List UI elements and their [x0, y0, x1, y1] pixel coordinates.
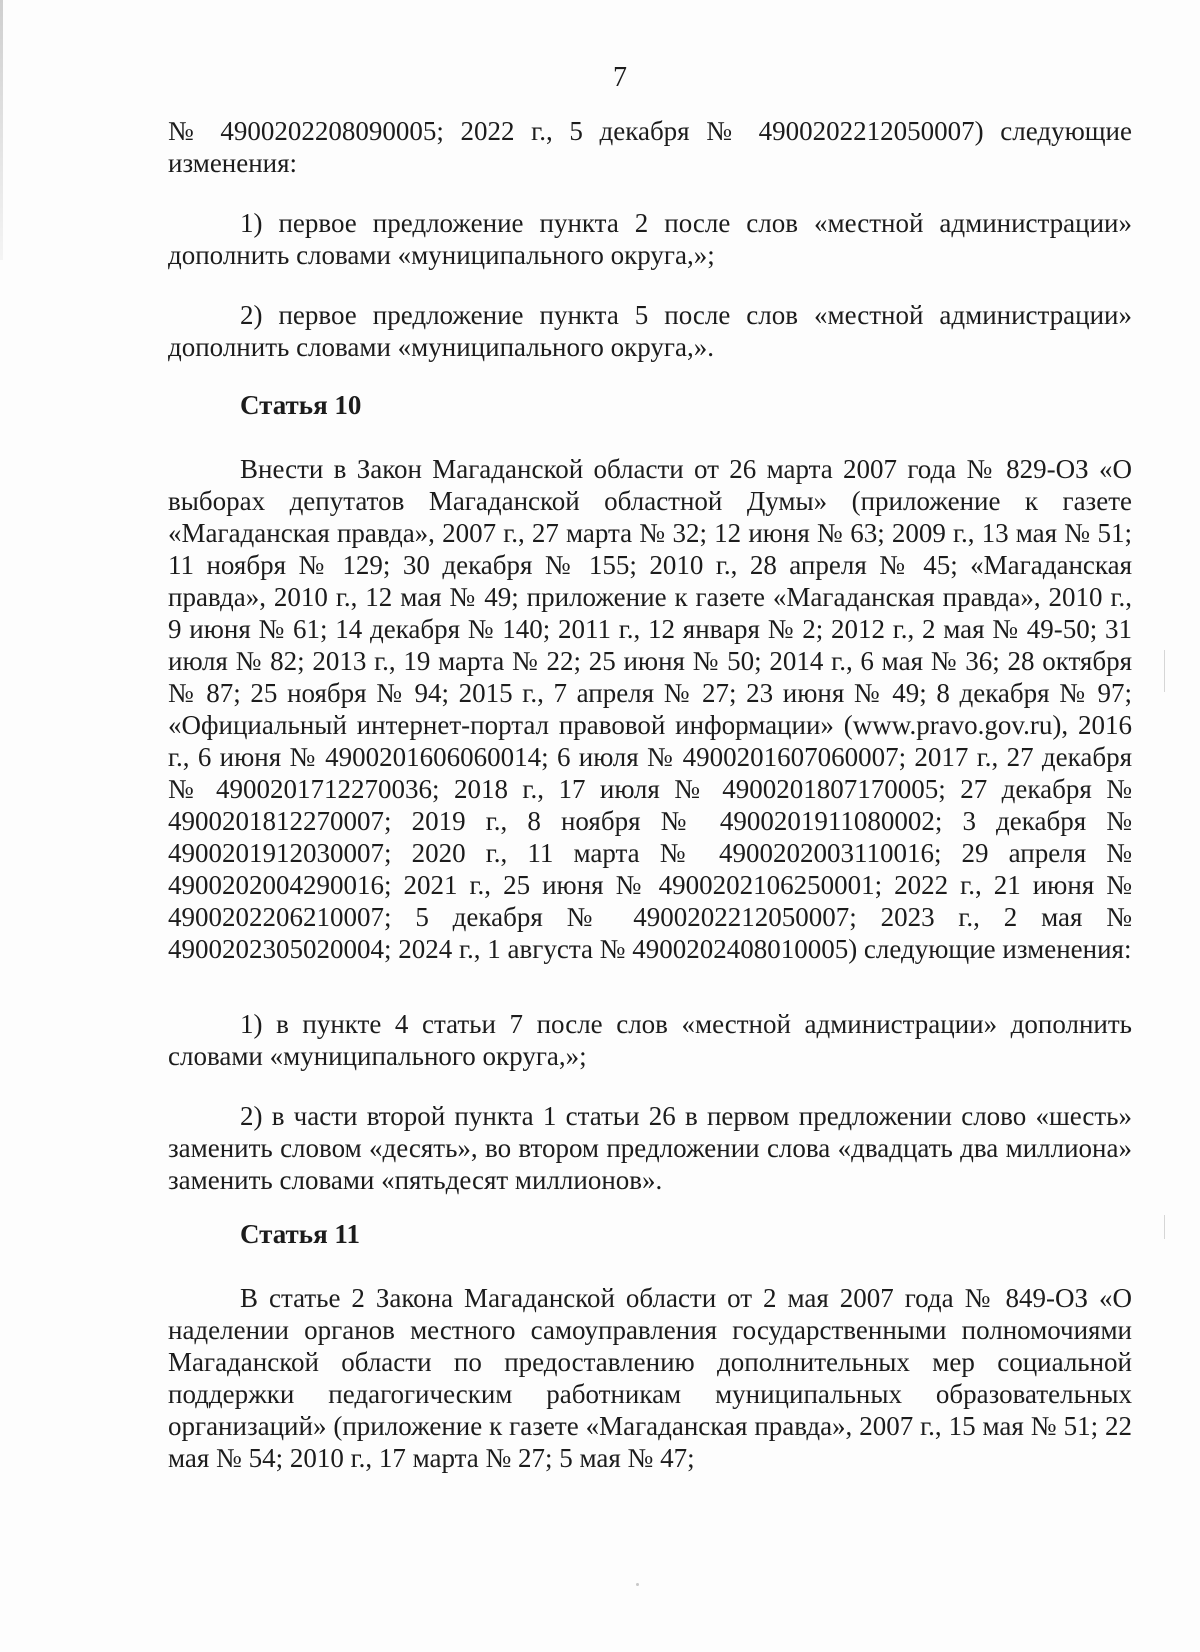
- scan-artifact-mark: [1164, 650, 1165, 692]
- article10-item-2: 2) в части второй пункта 1 статьи 26 в первом предложении слово «шесть» заменить словом «десять», во втором предложении слова «двадцать два миллиона» заменить словами «пятьдесят миллионов».: [168, 1101, 1132, 1195]
- article9-item-2: 2) первое предложение пункта 5 после слов «местной администрации» дополнить словами «муниципального округа,».: [168, 300, 1132, 362]
- article10-item-1: 1) в пункте 4 статьи 7 после слов «местной администрации» дополнить словами «муниципального округа,»;: [168, 1009, 1132, 1071]
- continuation-paragraph: № 4900202208090005; 2022 г., 5 декабря № 4900202212050007) следующие изменения:: [168, 116, 1132, 178]
- article9-item-1: 1) первое предложение пункта 2 после слов «местной администрации» дополнить словами «муниципального округа,»;: [168, 208, 1132, 270]
- article10-heading: Статья 10: [240, 390, 362, 420]
- scan-edge-shadow: [0, 0, 3, 260]
- article11-heading: Статья 11: [240, 1219, 360, 1249]
- page-number: 7: [613, 62, 627, 93]
- scan-dot: [636, 1583, 639, 1586]
- article11-intro: В статье 2 Закона Магаданской области от 2 мая 2007 года № 849-ОЗ «О наделении органов местного самоуправления государственными полномочиями Магаданской области по предоставлению дополнительных мер социальной поддержки педагогическим работникам муниципальных образовательных организаций» (приложение к газете «Магаданская правда», 2007 г., 15 мая № 51; 22 мая № 54; 2010 г., 17 марта № 27; 5 мая № 47;: [168, 1283, 1132, 1473]
- article10-intro: Внести в Закон Магаданской области от 26 марта 2007 года № 829-ОЗ «О выборах депутатов Магаданской областной Думы» (приложение к газете «Магаданская правда», 2007 г., 27 марта № 32; 12 июня № 63; 2009 г., 13 мая № 51; 11 ноября № 129; 30 декабря № 155; 2010 г., 28 апреля № 45; «Магаданская правда», 2010 г., 12 мая № 49; приложение к газете «Магаданская правда», 2010 г., 9 июня № 61; 14 декабря № 140; 2011 г., 12 января № 2; 2012 г., 2 мая № 49-50; 31 июля № 82; 2013 г., 19 марта № 22; 25 июня № 50; 2014 г., 6 мая № 36; 28 октября № 87; 25 ноября № 94; 2015 г., 7 апреля № 27; 23 июня № 49; 8 декабря № 97; «Официальный интернет-портал правовой информации» (www.pravo.gov.ru), 2016 г., 6 июня № 4900201606060014; 6 июля № 4900201607060007; 2017 г., 27 декабря № 4900201712270036; 2018 г., 17 июля № 4900201807170005; 27 декабря № 4900201812270007; 2019 г., 8 ноября № 4900201911080002; 3 декабря № 4900201912030007; 2020 г., 11 марта № 4900202003110016; 29 апреля № 4900202004290016; 2021 г., 25 июня № 4900202106250001; 2022 г., 21 июня № 4900202206210007; 5 декабря № 4900202212050007; 2023 г., 2 мая № 4900202305020004; 2024 г., 1 августа № 4900202408010005) следующие изменения:: [168, 454, 1132, 964]
- scan-artifact-mark: [1164, 1215, 1165, 1239]
